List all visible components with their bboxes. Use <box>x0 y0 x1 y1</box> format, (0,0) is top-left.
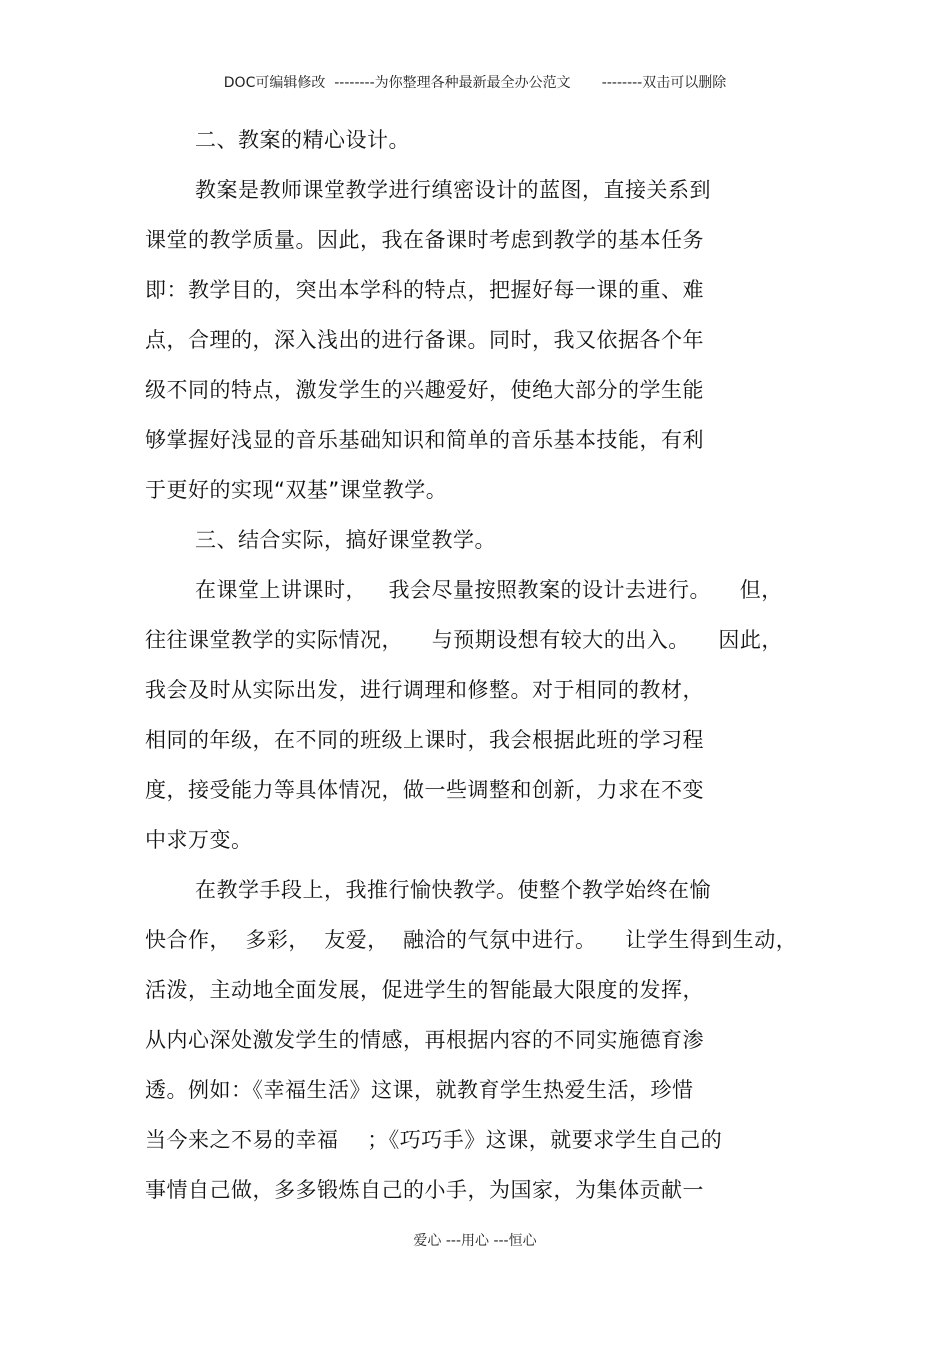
paragraph-line: 当今来之不易的幸福 ；《巧巧手》这课，就要求学生自己的 <box>145 1128 723 1152</box>
paragraph-line: 点，合理的，深入浅出的进行备课。同时，我又依据各个年 <box>145 328 704 352</box>
paragraph-line: 于更好的实现“双基”课堂教学。 <box>145 478 448 502</box>
paragraph-line: 课堂的教学质量。因此，我在备课时考虑到教学的基本任务 <box>145 228 704 252</box>
paragraph-line: 相同的年级，在不同的班级上课时，我会根据此班的学习程 <box>145 728 704 752</box>
page-footer: 爱心 ---用心 ---恒心 <box>413 1233 537 1249</box>
paragraph-line: 往往课堂教学的实际情况， 与预期设想有较大的出入。 因此， <box>145 628 783 652</box>
paragraph-line: 教案是教师课堂教学进行缜密设计的蓝图，直接关系到 <box>195 178 711 202</box>
paragraph-line: 透。例如：《幸福生活》这课，就教育学生热爱生活，珍惜 <box>145 1078 694 1102</box>
paragraph-line: 在教学手段上，我推行愉快教学。使整个教学始终在愉 <box>195 878 711 902</box>
paragraph-line: 即：教学目的，突出本学科的特点，把握好每一课的重、难 <box>145 278 704 302</box>
paragraph-line: 我会及时从实际出发，进行调理和修整。对于相同的教材， <box>145 678 704 702</box>
paragraph-line: 中求万变。 <box>145 828 253 852</box>
paragraph-line: 活泼，主动地全面发展，促进学生的智能最大限度的发挥， <box>145 978 704 1002</box>
section-heading-2: 二、教案的精心设计。 <box>195 128 410 152</box>
paragraph-line: 快合作， 多彩， 友爱， 融洽的气氛中进行。 让学生得到生动， <box>145 928 798 952</box>
paragraph-line: 够掌握好浅显的音乐基础知识和简单的音乐基本技能，有利 <box>145 428 704 452</box>
paragraph-line: 度，接受能力等具体情况，做一些调整和创新，力求在不变 <box>145 778 704 802</box>
paragraph-line: 在课堂上讲课时， 我会尽量按照教案的设计去进行。 但， <box>195 578 783 602</box>
paragraph-line: 事情自己做，多多锻炼自己的小手，为国家，为集体贡献一 <box>145 1178 704 1202</box>
paragraph-line: 级不同的特点，激发学生的兴趣爱好，使绝大部分的学生能 <box>145 378 704 402</box>
section-heading-3: 三、结合实际，搞好课堂教学。 <box>195 528 496 552</box>
paragraph-line: 从内心深处激发学生的情感，再根据内容的不同实施德育渗 <box>145 1028 704 1052</box>
page-header: DOC可编辑修改 --------为你整理各种最新最全办公范文 --------双击可以删除 <box>223 75 727 91</box>
